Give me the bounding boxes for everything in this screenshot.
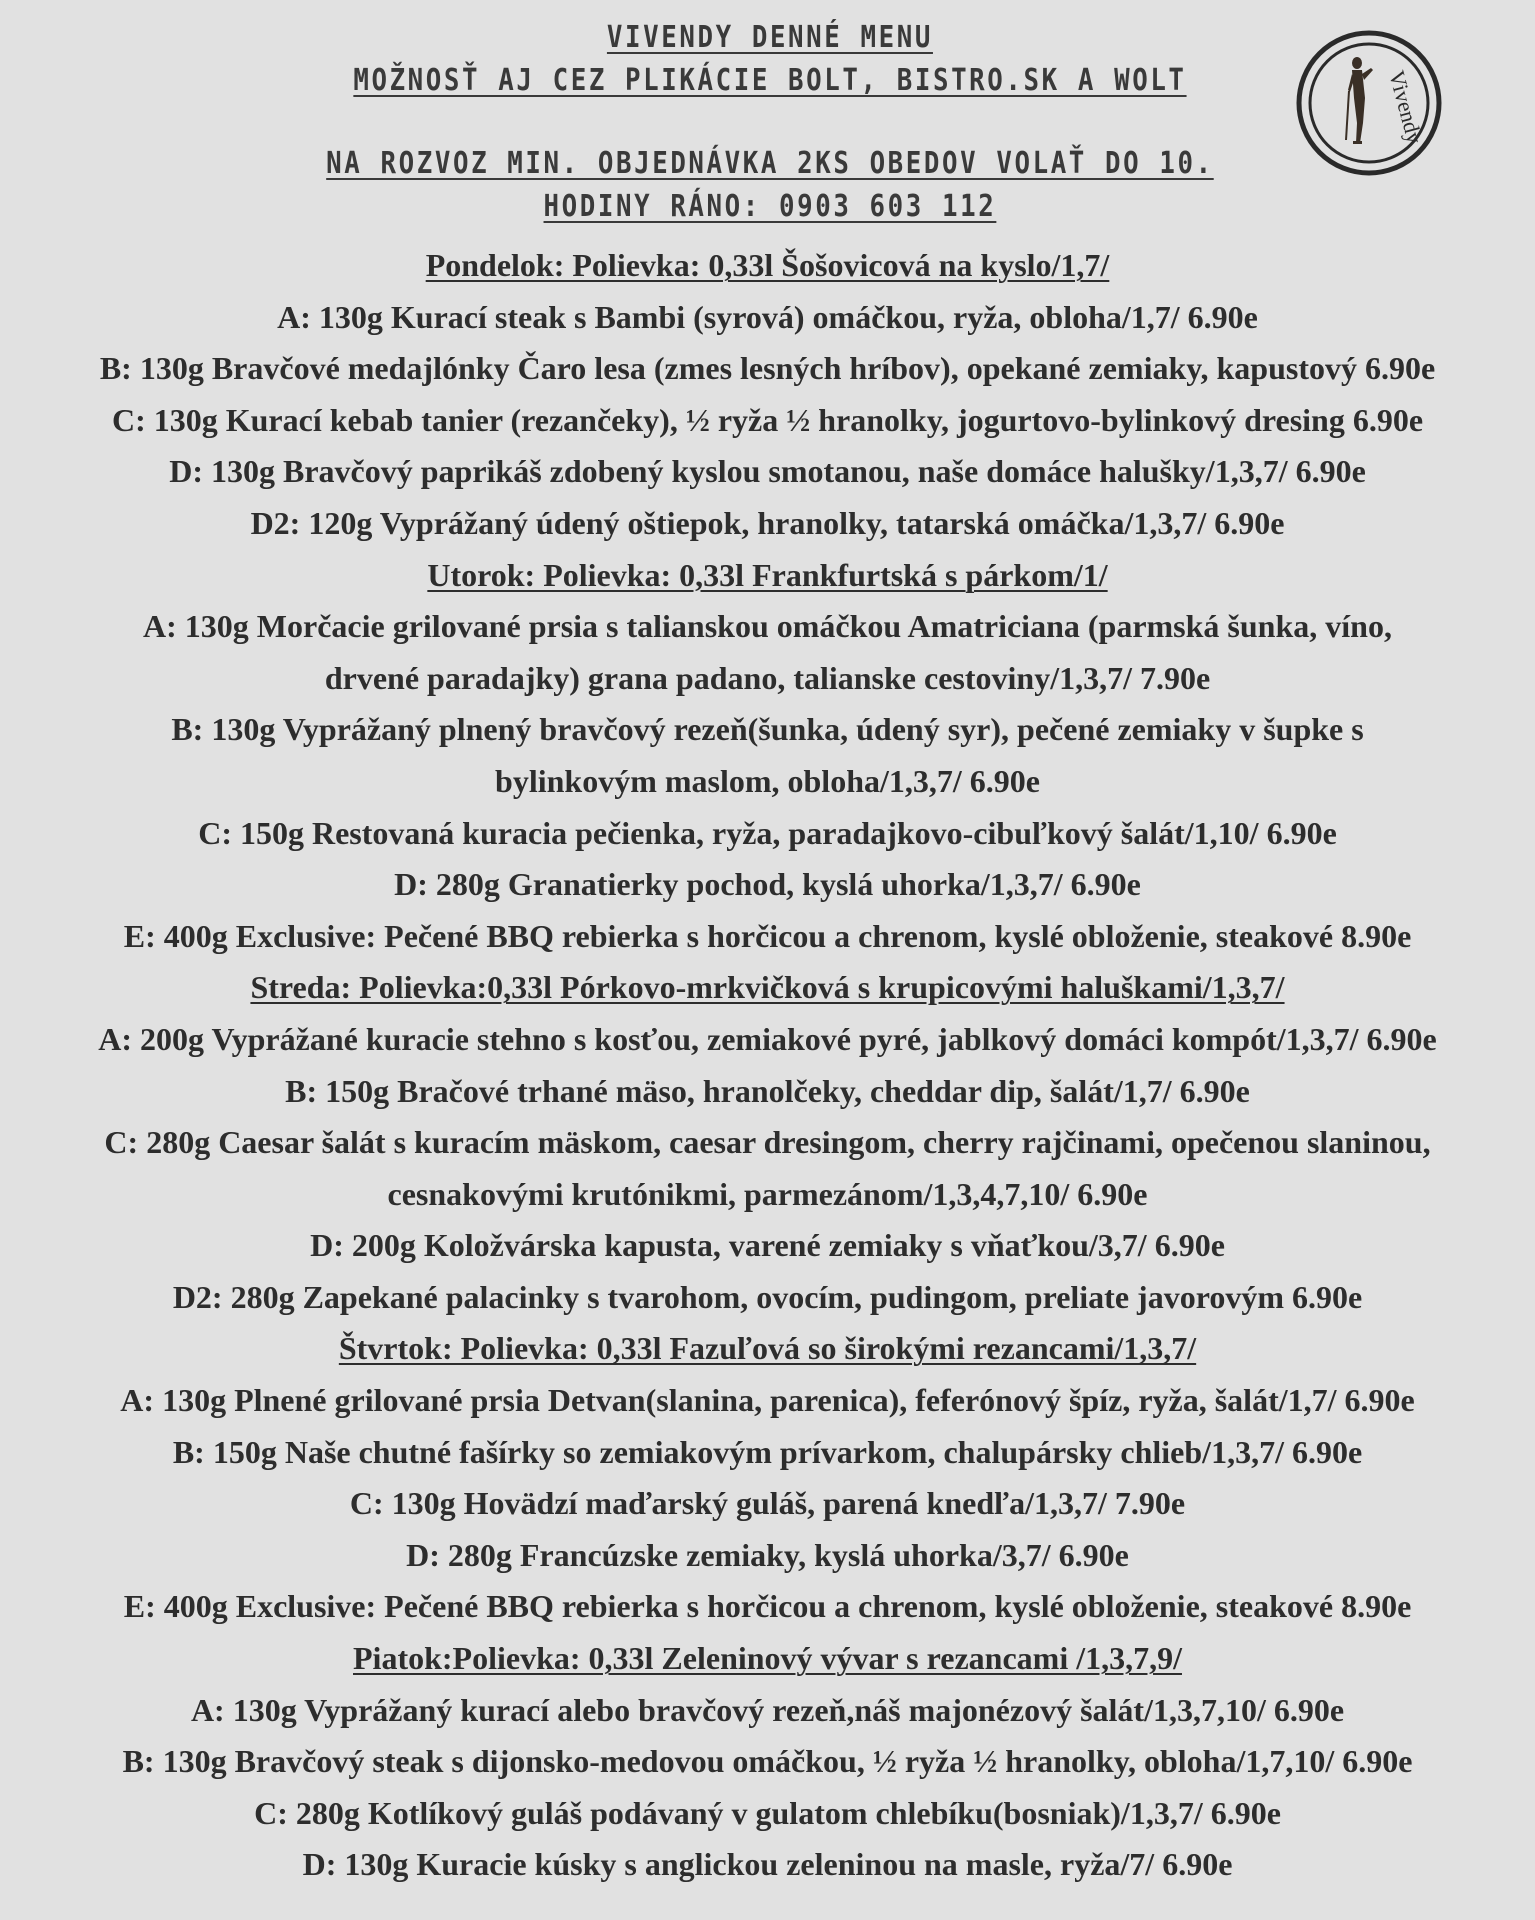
day-soup-heading xyxy=(0,1633,1535,1685)
menu-item xyxy=(0,1272,1535,1324)
menu-item xyxy=(0,859,1535,911)
menu-item-text: B: 130g Bravčové medajlónky Čaro lesa (zmes lesných hríbov), opekané zemiaky, kapustový 6.90e xyxy=(99,350,1436,387)
menu-item xyxy=(0,601,1535,653)
menu-item-text: E: 400g Exclusive: Pečené BBQ rebierka s horčicou a chrenom, kyslé obloženie, steakové 8.90e xyxy=(123,917,1412,954)
menu-item-text: cesnakovými krutónikmi, parmezánom/1,3,4,7,10/ 6.90e xyxy=(387,1175,1148,1212)
menu-item-text: B: 150g Naše chutné fašírky so zemiakovým prívarkom, chalupársky chlieb/1,3,7/ 6.90e xyxy=(172,1433,1363,1470)
weekly-menu xyxy=(0,240,1535,1891)
menu-item-text: D: 280g Granatierky pochod, kyslá uhorka/1,3,7/ 6.90e xyxy=(394,866,1141,903)
menu-item xyxy=(0,1117,1535,1169)
menu-item xyxy=(0,1014,1535,1066)
menu-item-text: C: 130g Hovädzí maďarský guláš, parená knedľa/1,3,7/ 7.90e xyxy=(349,1485,1186,1522)
menu-item-text: A: 130g Plnené grilované prsia Detvan(slanina, parenica), feferónový špíz, ryža, šalát/1,7/ 6.90e xyxy=(120,1382,1415,1419)
menu-item xyxy=(0,498,1535,550)
menu-item xyxy=(0,1839,1535,1891)
header-phone: HODINY RÁNO: 0903 603 112 xyxy=(543,189,997,224)
menu-item xyxy=(0,1685,1535,1737)
menu-item-text: D2: 280g Zapekané palacinky s tvarohom, ovocím, pudingom, preliate javorovým 6.90e xyxy=(172,1278,1363,1315)
menu-item-text: bylinkovým maslom, obloha/1,3,7/ 6.90e xyxy=(495,762,1040,799)
menu-item-text: D: 280g Francúzske zemiaky, kyslá uhorka/3,7/ 6.90e xyxy=(406,1536,1129,1573)
menu-item-text: D: 130g Bravčový paprikáš zdobený kyslou smotanou, naše domáce halušky/1,3,7/ 6.90e xyxy=(169,453,1366,490)
day-heading-text: Pondelok: Polievka: 0,33l Šošovicová na kyslo/1,7/ xyxy=(425,247,1110,283)
menu-item xyxy=(0,1478,1535,1530)
menu-item-text: D: 200g Koložvárska kapusta, varené zemiaky s vňaťkou/3,7/ 6.90e xyxy=(310,1227,1225,1264)
day-soup-heading xyxy=(0,962,1535,1014)
menu-item-text: C: 280g Kotlíkový guláš podávaný v gulatom chlebíku(bosniak)/1,3,7/ 6.90e xyxy=(254,1794,1281,1831)
menu-item-text: A: 200g Vyprážané kuracie stehno s kosťou, zemiakové pyré, jablkový domáci kompót/1,3,7/ 6.90e xyxy=(98,1020,1437,1057)
menu-item-text: A: 130g Morčacie grilované prsia s talianskou omáčkou Amatriciana (parmská šunka, víno, xyxy=(143,608,1392,645)
menu-item-text: C: 280g Caesar šalát s kuracím mäskom, caesar dresingom, cherry rajčinami, opečenou slaninou, xyxy=(104,1124,1431,1161)
menu-item-text: A: 130g Kurací steak s Bambi (syrová) omáčkou, ryža, obloha/1,7/ 6.90e xyxy=(277,298,1258,335)
menu-item-text: D: 130g Kuracie kúsky s anglickou zeleninou na masle, ryža/7/ 6.90e xyxy=(302,1846,1233,1883)
menu-item-text: B: 150g Bračové trhané mäso, hranolčeky, cheddar dip, šalát/1,7/ 6.90e xyxy=(285,1072,1250,1109)
menu-header xyxy=(110,16,1430,228)
menu-item xyxy=(0,1169,1535,1221)
day-soup-heading xyxy=(0,550,1535,602)
menu-item xyxy=(0,911,1535,963)
menu-item xyxy=(0,1220,1535,1272)
day-heading-text: Utorok: Polievka: 0,33l Frankfurtská s párkom/1/ xyxy=(427,556,1108,593)
menu-item xyxy=(0,1788,1535,1840)
menu-item xyxy=(0,704,1535,756)
day-heading-text: Piatok:Polievka: 0,33l Zeleninový vývar s rezancami /1,3,7,9/ xyxy=(353,1640,1182,1677)
menu-item xyxy=(0,1375,1535,1427)
menu-item-text: C: 150g Restovaná kuracia pečienka, ryža, paradajkovo-cibuľkový šalát/1,10/ 6.90e xyxy=(198,814,1337,851)
menu-item xyxy=(0,756,1535,808)
menu-item-text: A: 130g Vyprážaný kurací alebo bravčový rezeň,náš majonézový šalát/1,3,7,10/ 6.90e xyxy=(190,1691,1345,1728)
header-title: VIVENDY DENNÉ MENU xyxy=(606,20,933,55)
menu-item xyxy=(0,446,1535,498)
menu-item-text: E: 400g Exclusive: Pečené BBQ rebierka s horčicou a chrenom, kyslé obloženie, steakové 8.90e xyxy=(123,1588,1412,1625)
menu-item-text: C: 130g Kurací kebab tanier (rezančeky), ½ ryža ½ hranolky, jogurtovo-bylinkový dresing 6.90e xyxy=(111,401,1424,438)
gentleman-with-cane-icon xyxy=(1294,28,1444,178)
day-soup-heading xyxy=(0,1323,1535,1375)
menu-item xyxy=(0,653,1535,705)
menu-item-text: drvené paradajky) grana padano, talianske cestoviny/1,3,7/ 7.90e xyxy=(324,659,1211,696)
day-heading-text: Štvrtok: Polievka: 0,33l Fazuľová so širokými rezancami/1,3,7/ xyxy=(338,1330,1197,1367)
menu-item xyxy=(0,1581,1535,1633)
vivendy-logo xyxy=(1294,28,1444,178)
day-soup-heading xyxy=(0,240,1535,292)
header-delivery-note: NA ROZVOZ MIN. OBJEDNÁVKA 2KS OBEDOV VOLAŤ DO 10. xyxy=(326,146,1214,181)
menu-item-text: B: 130g Bravčový steak s dijonsko-medovou omáčkou, ½ ryža ½ hranolky, obloha/1,7,10/ 6.90e xyxy=(122,1743,1413,1780)
menu-item xyxy=(0,1066,1535,1118)
menu-item xyxy=(0,292,1535,344)
menu-item xyxy=(0,1530,1535,1582)
menu-item-text: B: 130g Vyprážaný plnený bravčový rezeň(šunka, údený syr), pečené zemiaky v šupke s xyxy=(171,711,1364,748)
menu-item xyxy=(0,1736,1535,1788)
header-spacer xyxy=(110,102,1430,142)
menu-item xyxy=(0,1427,1535,1479)
header-apps-note: MOŽNOSŤ AJ CEZ PLIKÁCIE BOLT, BISTRO.SK A WOLT xyxy=(353,63,1187,98)
menu-item-text: D2: 120g Vyprážaný údený oštiepok, hranolky, tatarská omáčka/1,3,7/ 6.90e xyxy=(250,504,1285,541)
menu-item xyxy=(0,395,1535,447)
menu-item xyxy=(0,808,1535,860)
menu-item xyxy=(0,343,1535,395)
day-heading-text: Streda: Polievka:0,33l Pórkovo-mrkvičková s krupicovými haluškami/1,3,7/ xyxy=(250,969,1285,1006)
logo-wordmark: Vivendy xyxy=(1384,67,1428,147)
